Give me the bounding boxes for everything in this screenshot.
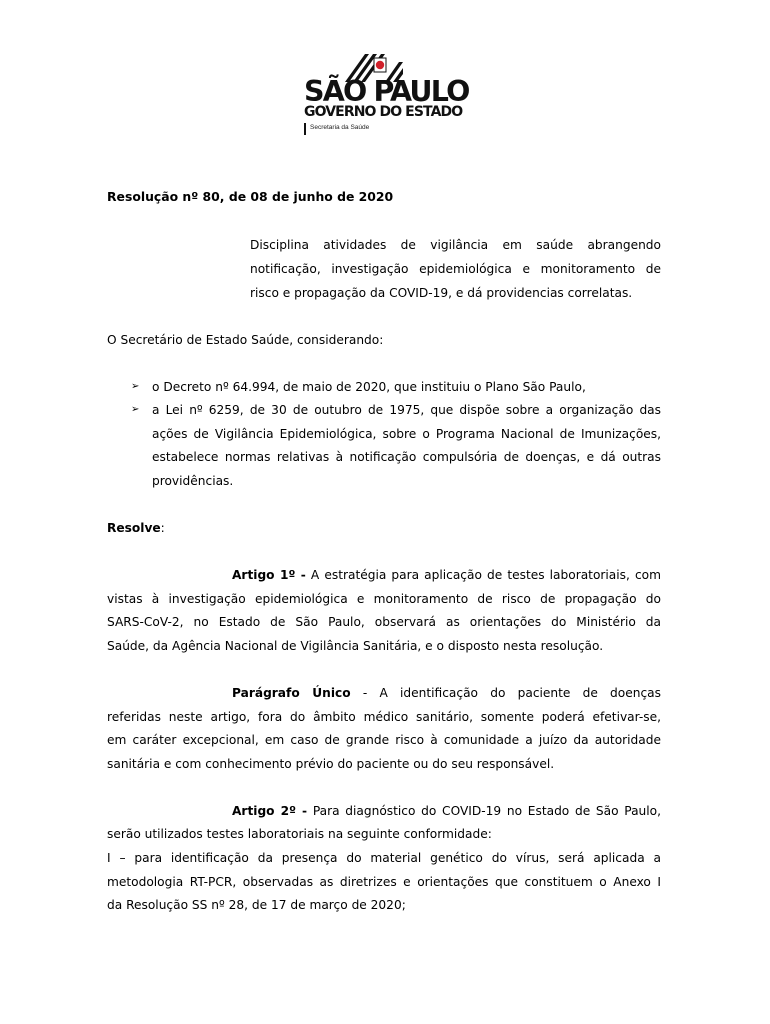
arrow-bullet-icon: ➢ xyxy=(131,381,140,392)
bullet-line: o Decreto nº 64.994, de maio de 2020, que instituiu o Plano São Paulo, xyxy=(152,380,586,394)
paragrafo-unico-text: - A identificação do paciente de doenças xyxy=(350,686,661,700)
arrow-bullet-icon: ➢ xyxy=(131,404,140,415)
artigo-1-first-line xyxy=(232,568,661,582)
paragrafo-unico-line: em caráter excepcional, em caso de grande risco à comunidade a juízo da autoridade xyxy=(107,733,661,747)
ementa-line: notificação, investigação epidemiológica e monitoramento de xyxy=(250,262,661,276)
artigo-1-line: vistas à investigação epidemiológica e monitoramento de risco de propagação do xyxy=(107,592,661,606)
artigo-1-line: SARS-CoV-2, no Estado de São Paulo, observará as orientações do Ministério da xyxy=(107,615,661,629)
paragrafo-unico-first-line xyxy=(232,686,661,700)
resolve-label: Resolve xyxy=(107,521,161,535)
resolution-title: Resolução nº 80, de 08 de junho de 2020 xyxy=(107,189,394,204)
bullet-line: estabelece normas relativas à notificação compulsória de doenças, e dá outras xyxy=(152,450,661,464)
paragrafo-unico-line: referidas neste artigo, fora do âmbito médico sanitário, somente poderá efetivar-se, xyxy=(107,710,661,724)
bullet-line: a Lei nº 6259, de 30 de outubro de 1975, que dispõe sobre a organização das xyxy=(152,403,661,417)
resolve-heading xyxy=(107,521,165,535)
resolve-colon: : xyxy=(160,521,165,535)
considerando-line: O Secretário de Estado Saúde, considerando: xyxy=(107,333,384,347)
logo-divider xyxy=(304,123,306,135)
bullet-line: ações de Vigilância Epidemiológica, sobre o Programa Nacional de Imunizações, xyxy=(152,427,661,441)
paragrafo-unico-label: Parágrafo Único xyxy=(232,686,351,700)
sao-paulo-government-logo xyxy=(303,52,473,142)
artigo-1-label: Artigo 1º - xyxy=(232,568,306,582)
department-label: Secretaria da Saúde xyxy=(310,124,370,131)
logo-sub-text: GOVERNO DO ESTADO xyxy=(304,104,463,120)
paragrafo-unico-line: sanitária e com conhecimento prévio do paciente ou do seu responsável. xyxy=(107,757,555,771)
logo-main-text: SÃO PAULO xyxy=(304,75,469,108)
artigo-2-label: Artigo 2º - xyxy=(232,804,308,818)
bullet-line: providências. xyxy=(152,474,234,488)
artigo-2-text: Para diagnóstico do COVID-19 no Estado de São Paulo, xyxy=(307,804,661,818)
artigo-2-line: I – para identificação da presença do material genético do vírus, será aplicada a xyxy=(107,851,661,865)
artigo-1-line: Saúde, da Agência Nacional de Vigilância Sanitária, e o disposto nesta resolução. xyxy=(107,639,604,653)
artigo-2-line: serão utilizados testes laboratoriais na seguinte conformidade: xyxy=(107,827,492,841)
artigo-2-first-line xyxy=(232,804,661,818)
ementa-line: Disciplina atividades de vigilância em saúde abrangendo xyxy=(250,238,661,252)
artigo-2-line: da Resolução SS nº 28, de 17 de março de 2020; xyxy=(107,898,406,912)
artigo-1-text: A estratégia para aplicação de testes laboratoriais, com xyxy=(305,568,661,582)
ementa-line: risco e propagação da COVID-19, e dá providencias correlatas. xyxy=(250,286,633,300)
artigo-2-line: metodologia RT-PCR, observadas as diretrizes e orientações que constituem o Anexo I xyxy=(107,875,661,889)
